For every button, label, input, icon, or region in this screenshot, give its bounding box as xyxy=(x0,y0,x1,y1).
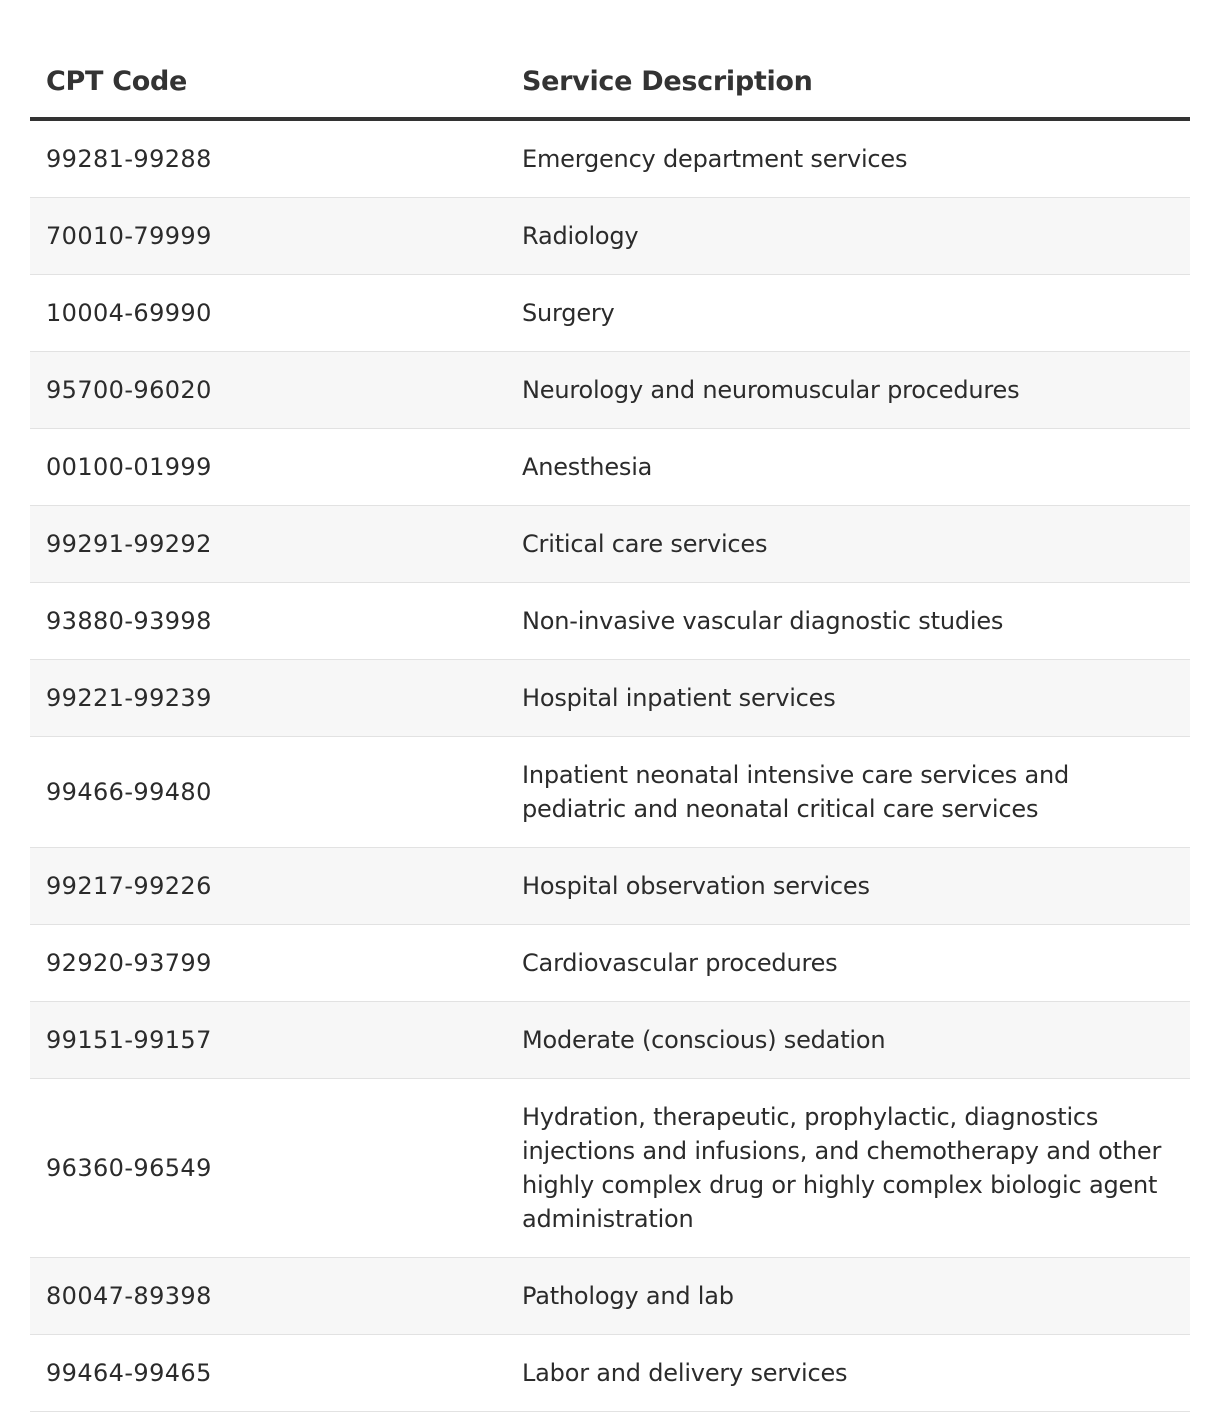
row-service-description: Hospital observation services xyxy=(522,872,870,900)
row-cpt-code: 96360-96549 xyxy=(46,1154,212,1182)
row-service-description: Emergency department services xyxy=(522,145,908,173)
table-row xyxy=(30,352,1190,429)
table-row xyxy=(30,737,1190,848)
row-service-description: Pathology and lab xyxy=(522,1282,734,1310)
table-row xyxy=(30,1258,1190,1335)
header-cpt-code: CPT Code xyxy=(46,66,188,97)
header-service-description: Service Description xyxy=(522,66,813,97)
row-cpt-code: 70010-79999 xyxy=(46,222,212,250)
table-row xyxy=(30,1002,1190,1079)
row-service-description: Critical care services xyxy=(522,530,768,558)
table-row xyxy=(30,1335,1190,1412)
table-row xyxy=(30,275,1190,352)
row-cpt-code: 10004-69990 xyxy=(46,299,212,327)
row-service-description: Neurology and neuromuscular procedures xyxy=(522,376,1020,404)
row-cpt-code: 00100-01999 xyxy=(46,453,212,481)
row-cpt-code: 99217-99226 xyxy=(46,872,212,900)
table-row xyxy=(30,429,1190,506)
table-body xyxy=(30,121,1190,1412)
row-cpt-code: 99466-99480 xyxy=(46,778,212,806)
table-row xyxy=(30,506,1190,583)
table-row xyxy=(30,660,1190,737)
row-cpt-code: 95700-96020 xyxy=(46,376,212,404)
table-row xyxy=(30,925,1190,1002)
row-cpt-code: 99281-99288 xyxy=(46,145,212,173)
row-cpt-code: 99464-99465 xyxy=(46,1359,212,1387)
table-header xyxy=(30,0,1190,121)
table-row xyxy=(30,198,1190,275)
row-service-description: Cardiovascular procedures xyxy=(522,949,838,977)
row-cpt-code: 92920-93799 xyxy=(46,949,212,977)
cpt-code-table xyxy=(30,0,1190,1412)
table-row xyxy=(30,1079,1190,1258)
row-cpt-code: 99221-99239 xyxy=(46,684,212,712)
row-cpt-code: 99151-99157 xyxy=(46,1026,212,1054)
row-service-description: Radiology xyxy=(522,222,639,250)
row-service-description: Labor and delivery services xyxy=(522,1359,848,1387)
table-row xyxy=(30,848,1190,925)
row-service-description: Surgery xyxy=(522,299,615,327)
table-row xyxy=(30,583,1190,660)
row-cpt-code: 93880-93998 xyxy=(46,607,212,635)
row-service-description: Moderate (conscious) sedation xyxy=(522,1026,886,1054)
row-cpt-code: 99291-99292 xyxy=(46,530,212,558)
row-service-description: Hospital inpatient services xyxy=(522,684,836,712)
row-service-description: Anesthesia xyxy=(522,453,653,481)
row-service-description: Hydration, therapeutic, prophylactic, diagnostics injections and infusions, and chemotherapy and other highly complex drug or highly complex biologic agent administration xyxy=(522,1103,1162,1233)
table-row xyxy=(30,121,1190,198)
row-service-description: Non-invasive vascular diagnostic studies xyxy=(522,607,1004,635)
row-cpt-code: 80047-89398 xyxy=(46,1282,212,1310)
row-service-description: Inpatient neonatal intensive care services and pediatric and neonatal critical care services xyxy=(522,761,1070,823)
